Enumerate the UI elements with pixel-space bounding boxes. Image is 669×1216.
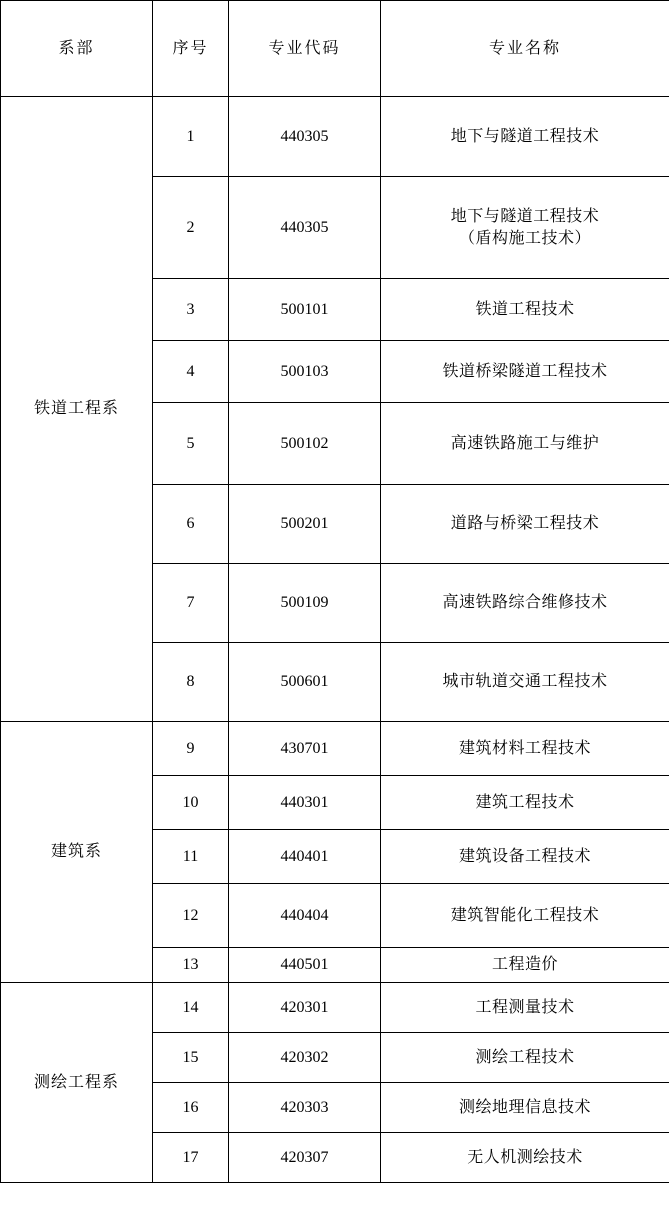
major-name: 铁道工程技术 xyxy=(381,279,669,341)
table-header-row xyxy=(1,1,669,97)
row-index: 16 xyxy=(153,1083,229,1133)
major-name: 建筑智能化工程技术 xyxy=(381,884,669,948)
row-index: 1 xyxy=(153,97,229,177)
row-index: 5 xyxy=(153,403,229,485)
header-major-code: 专业代码 xyxy=(229,1,381,97)
row-index: 2 xyxy=(153,177,229,279)
major-name: 道路与桥梁工程技术 xyxy=(381,485,669,564)
row-index: 4 xyxy=(153,341,229,403)
header-major-name: 专业名称 xyxy=(381,1,669,97)
major-code: 420307 xyxy=(229,1133,381,1183)
major-name: 高速铁路施工与维护 xyxy=(381,403,669,485)
major-code: 420303 xyxy=(229,1083,381,1133)
row-index: 7 xyxy=(153,564,229,643)
department-name: 铁道工程系 xyxy=(1,97,153,722)
row-index: 6 xyxy=(153,485,229,564)
major-name-line-2: （盾构施工技术） xyxy=(458,229,591,247)
major-name: 无人机测绘技术 xyxy=(381,1133,669,1183)
major-code: 500601 xyxy=(229,643,381,722)
major-name: 铁道桥梁隧道工程技术 xyxy=(381,341,669,403)
major-name: 城市轨道交通工程技术 xyxy=(381,643,669,722)
table-row xyxy=(1,97,669,177)
row-index: 13 xyxy=(153,948,229,983)
major-name: 测绘地理信息技术 xyxy=(381,1083,669,1133)
row-index: 15 xyxy=(153,1033,229,1083)
row-index: 10 xyxy=(153,776,229,830)
major-code: 440301 xyxy=(229,776,381,830)
major-code: 440305 xyxy=(229,177,381,279)
major-code: 440401 xyxy=(229,830,381,884)
row-index: 3 xyxy=(153,279,229,341)
major-code: 440501 xyxy=(229,948,381,983)
row-index: 9 xyxy=(153,722,229,776)
major-code: 500101 xyxy=(229,279,381,341)
major-name-line-1: 地下与隧道工程技术 xyxy=(450,207,600,225)
major-name: 工程测量技术 xyxy=(381,983,669,1033)
row-index: 8 xyxy=(153,643,229,722)
row-index: 17 xyxy=(153,1133,229,1183)
major-code: 500103 xyxy=(229,341,381,403)
row-index: 11 xyxy=(153,830,229,884)
header-index: 序号 xyxy=(153,1,229,97)
major-name: 工程造价 xyxy=(381,948,669,983)
table-row xyxy=(1,722,669,776)
major-code: 420302 xyxy=(229,1033,381,1083)
major-code: 500201 xyxy=(229,485,381,564)
header-department: 系部 xyxy=(1,1,153,97)
major-name: 高速铁路综合维修技术 xyxy=(381,564,669,643)
department-name: 建筑系 xyxy=(1,722,153,983)
row-index: 12 xyxy=(153,884,229,948)
major-code: 440305 xyxy=(229,97,381,177)
major-name: 建筑设备工程技术 xyxy=(381,830,669,884)
department-name: 测绘工程系 xyxy=(1,983,153,1183)
table-body xyxy=(1,97,669,1183)
major-name: 建筑材料工程技术 xyxy=(381,722,669,776)
major-code: 440404 xyxy=(229,884,381,948)
major-name: 建筑工程技术 xyxy=(381,776,669,830)
major-code: 500109 xyxy=(229,564,381,643)
major-code: 430701 xyxy=(229,722,381,776)
table-row xyxy=(1,983,669,1033)
major-code: 500102 xyxy=(229,403,381,485)
major-name xyxy=(381,177,669,279)
row-index: 14 xyxy=(153,983,229,1033)
major-code: 420301 xyxy=(229,983,381,1033)
major-name: 地下与隧道工程技术 xyxy=(381,97,669,177)
major-name: 测绘工程技术 xyxy=(381,1033,669,1083)
table-header xyxy=(1,1,669,97)
